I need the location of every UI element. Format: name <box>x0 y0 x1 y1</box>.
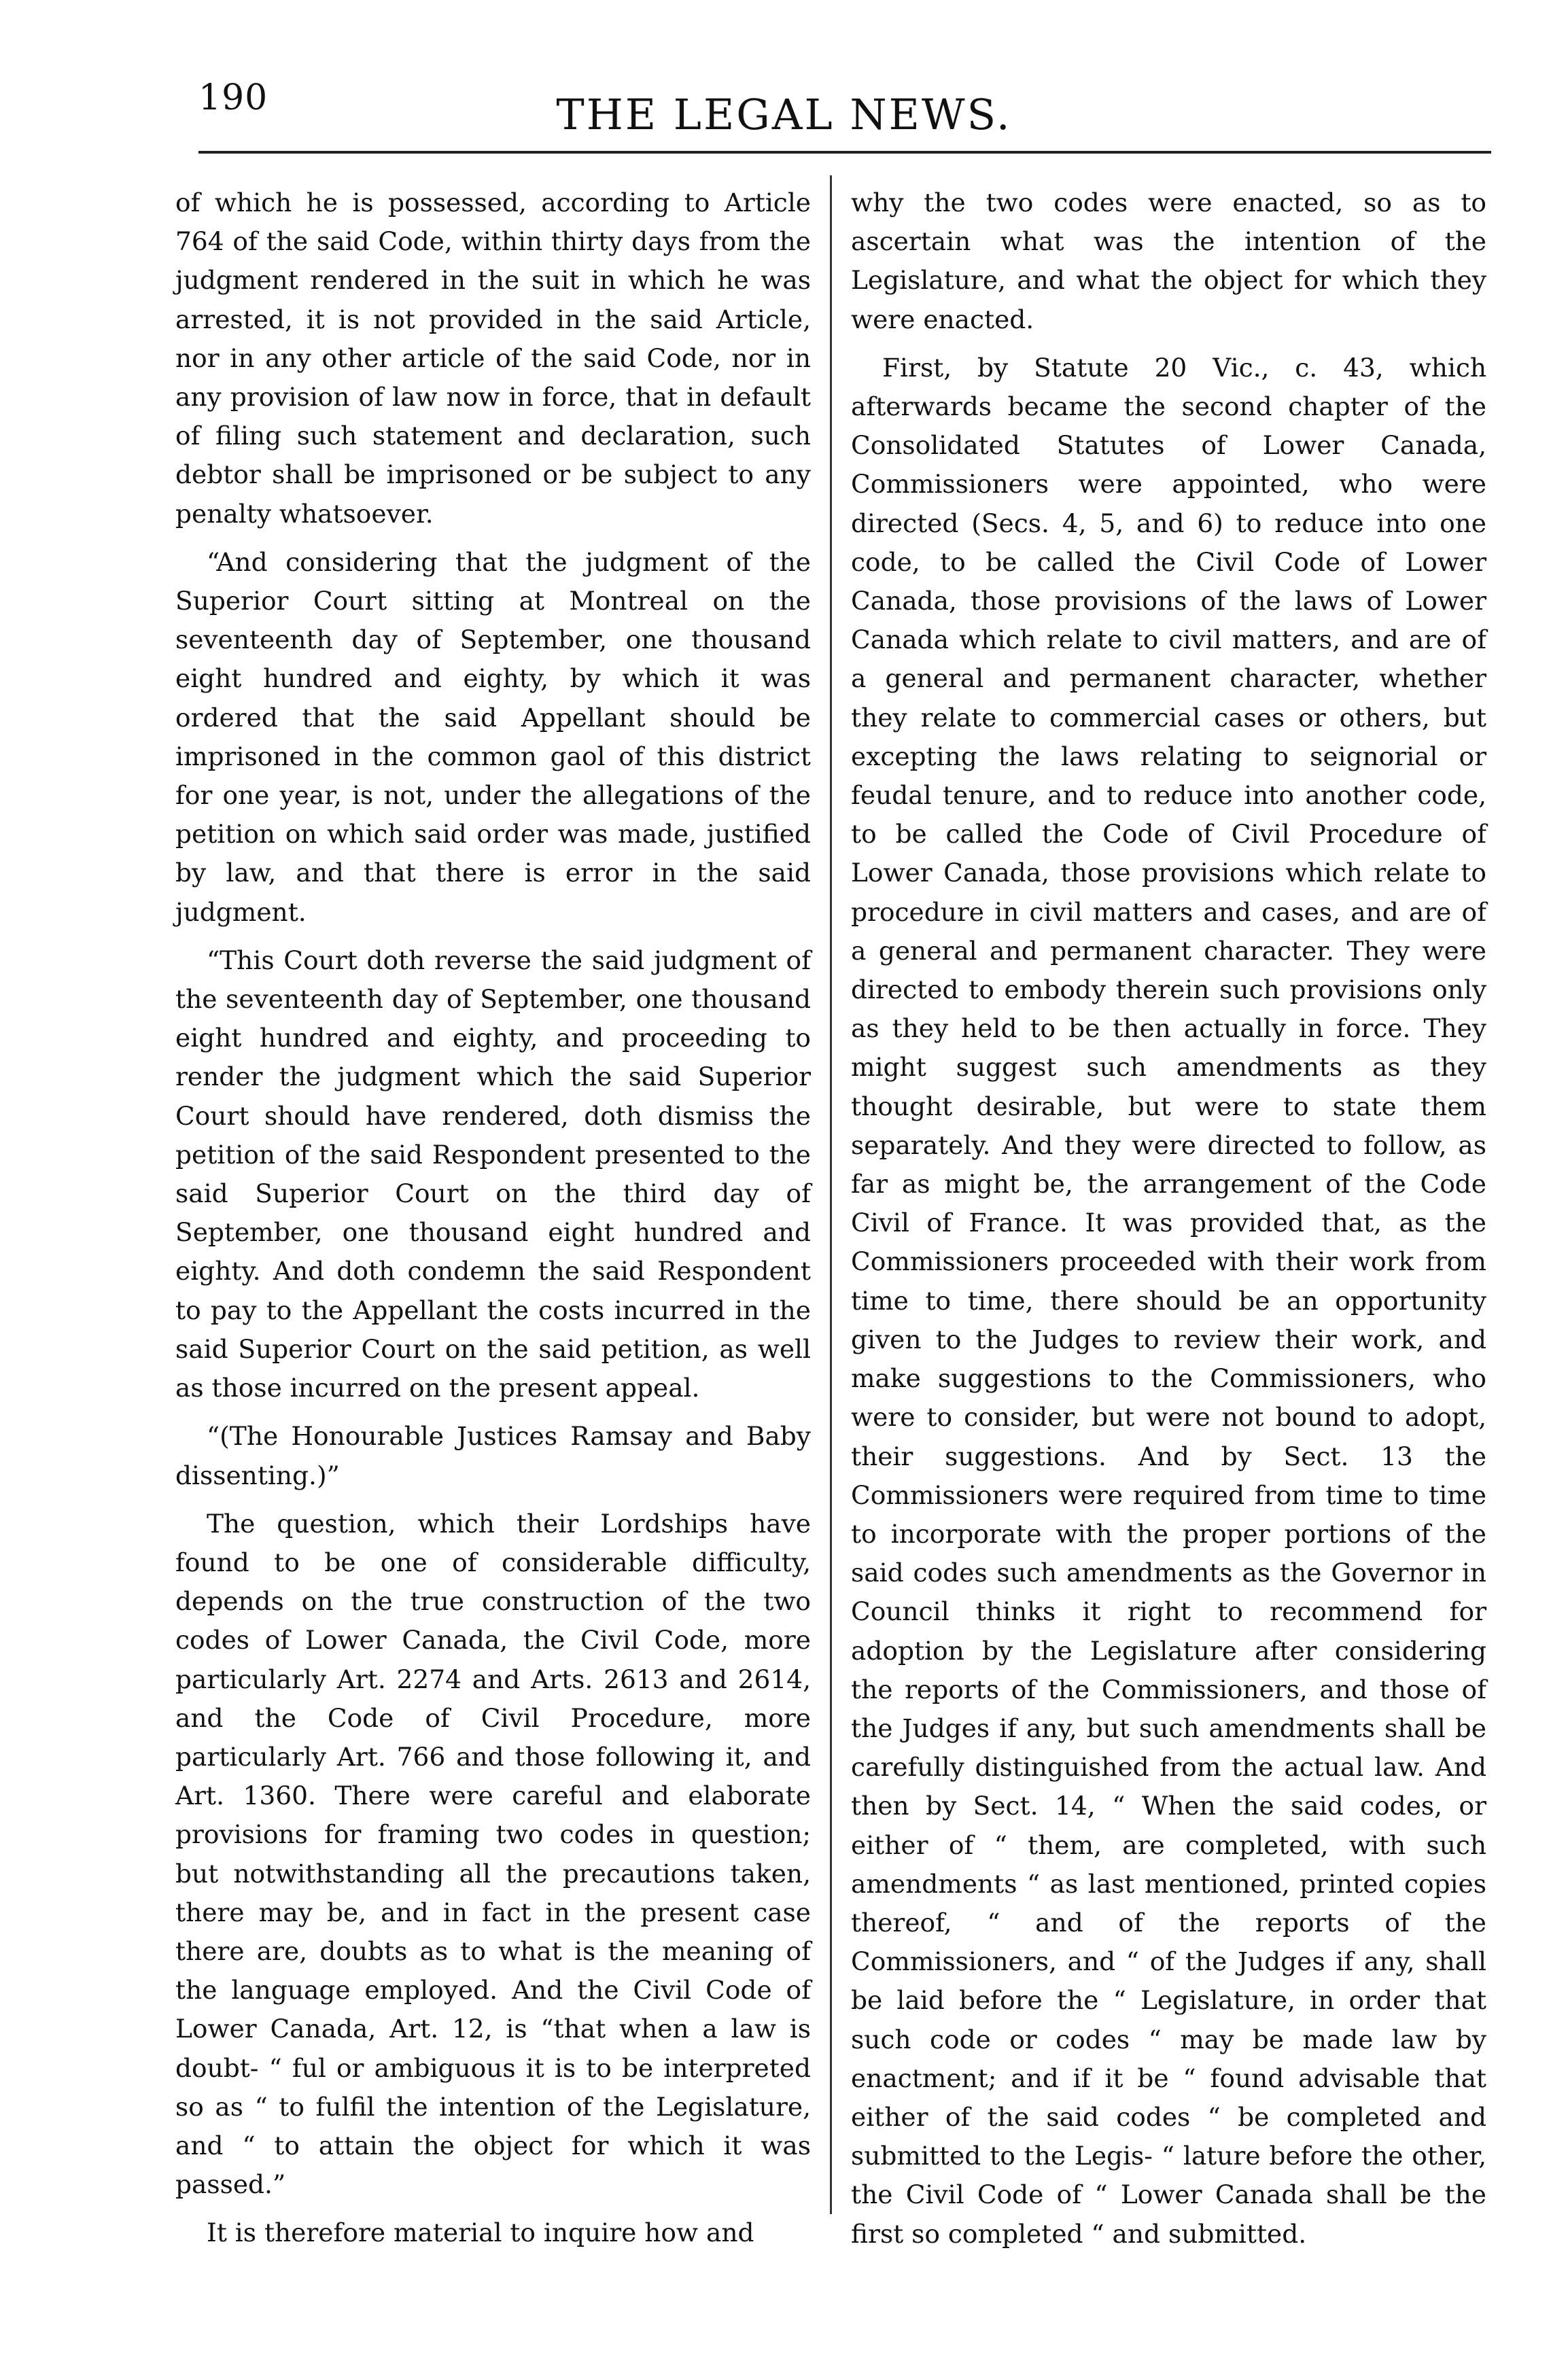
paragraph: why the two codes were enacted, so as to ascertain what was the intention of the Legislature, and what the object for which they were enacted. <box>851 188 1486 334</box>
running-title: THE LEGAL NEWS. <box>556 90 1012 139</box>
page-number: 190 <box>198 77 268 118</box>
paragraph: “And considering that the judgment of the Superior Court sitting at Montreal on the seventeenth day of September, one thousand eight hundred and eighty, by which it was ordered that the said Appellant should be imprisoned in the common gaol of this district for one year, is not, under the allegations of the petition on which said order was made, justified by law, and that there is error in the said judgment. <box>175 546 811 927</box>
paragraph: “This Court doth reverse the said judgment of the seventeenth day of September, one thousand eight hundred and eighty, and proceeding to render the judgment which the said Superior Court should have rendered, doth dismiss the petition of the said Respondent presented to the said Superior Court on the third day of September, one thousand eight hundred and eighty. And doth condemn the said Respondent to pay to the Appellant the costs incurred in the said Superior Court on the said petition, as well as those incurred on the present appeal. <box>175 945 811 1403</box>
header-rule <box>198 151 1491 154</box>
paragraph: First, by Statute 20 Vic., c. 43, which afterwards became the second chapter of the Consolidated Statutes of Lower Canada, Commissioners were appointed, who were directed (Secs. 4, 5, and 6) to reduce into one code, to be called the Civil Code of Lower Canada, those provisions of the laws of Lower Canada which relate to civil matters, and are of a general and permanent character, whether they relate to commercial cases or others, but excepting the laws relating to seignorial or feudal tenure, and to reduce into another code, to be called the Code of Civil Procedure of Lower Canada, those provisions which relate to procedure in civil matters and cases, and are of a general and permanent character. They were directed to embody therein such provisions only as they held to be then actually in force. They might suggest such amendments as they thought desirable, but were to state them separately. And they were directed to follow, as far as might be, the arrangement of the Code Civil of France. It was provided that, as the Commissioners proceeded with their work from time to time, there should be an opportunity given to the Judges to review their work, and make suggestions to the Commissioners, who were to consider, but were not bound to adopt, their suggestions. And by Sect. 13 the Commissioners were required from time to time to incorporate with the proper portions of the said codes such amendments as the Governor in Council thinks it right to recommend for adoption by the Legislature after considering the reports of the Commissioners, and those of the Judges if any, but such amendments shall be carefully distinguished from the actual law. And then by Sect. 14, “ When the said codes, or either of “ them, are completed, with such amendments “ as last mentioned, printed copies thereof, “ and of the reports of the Commissioners, and “ of the Judges if any, shall be laid before the “ Legislature, in order that such code or codes “ may be made law by enactment; and if it be “ found advisable that either of the said codes “ be completed and submitted to the Legis- “ lature before the other, the Civil Code of “ Lower Canada shall be the first so completed “ and submitted. <box>851 352 1486 2249</box>
paragraph: “(The Honourable Justices Ramsay and Baby dissenting.)” <box>175 1421 811 1490</box>
paragraph: of which he is possessed, according to Article 764 of the said Code, within thirty days from the judgment rendered in the suit in which he was arrested, it is not provided in the said Article, nor in any other article of the said Code, nor in any provision of law now in force, that in default of filing such statement and declaration, such debtor shall be imprisoned or be subject to any penalty whatsoever. <box>175 188 811 529</box>
left-column <box>175 183 811 2262</box>
paragraph: It is therefore material to inquire how and <box>207 2218 754 2248</box>
right-column <box>851 183 1486 2263</box>
paragraph: The question, which their Lordships have found to be one of considerable difficulty, depends on the true construction of the two codes of Lower Canada, the Civil Code, more particularly Art. 2274 and Arts. 2613 and 2614, and the Code of Civil Procedure, more particularly Art. 766 and those following it, and Art. 1360. There were careful and elaborate provisions for framing two codes in question; but notwithstanding all the precautions taken, there may be, and in fact in the present case there are, doubts as to what is the meaning of the language employed. And the Civil Code of Lower Canada, Art. 12, is “that when a law is doubt- “ ful or ambiguous it is to be interpreted so as “ to fulfil the intention of the Legislature, and “ to attain the object for which it was passed.” <box>175 1508 811 2200</box>
column-divider <box>830 175 832 2214</box>
